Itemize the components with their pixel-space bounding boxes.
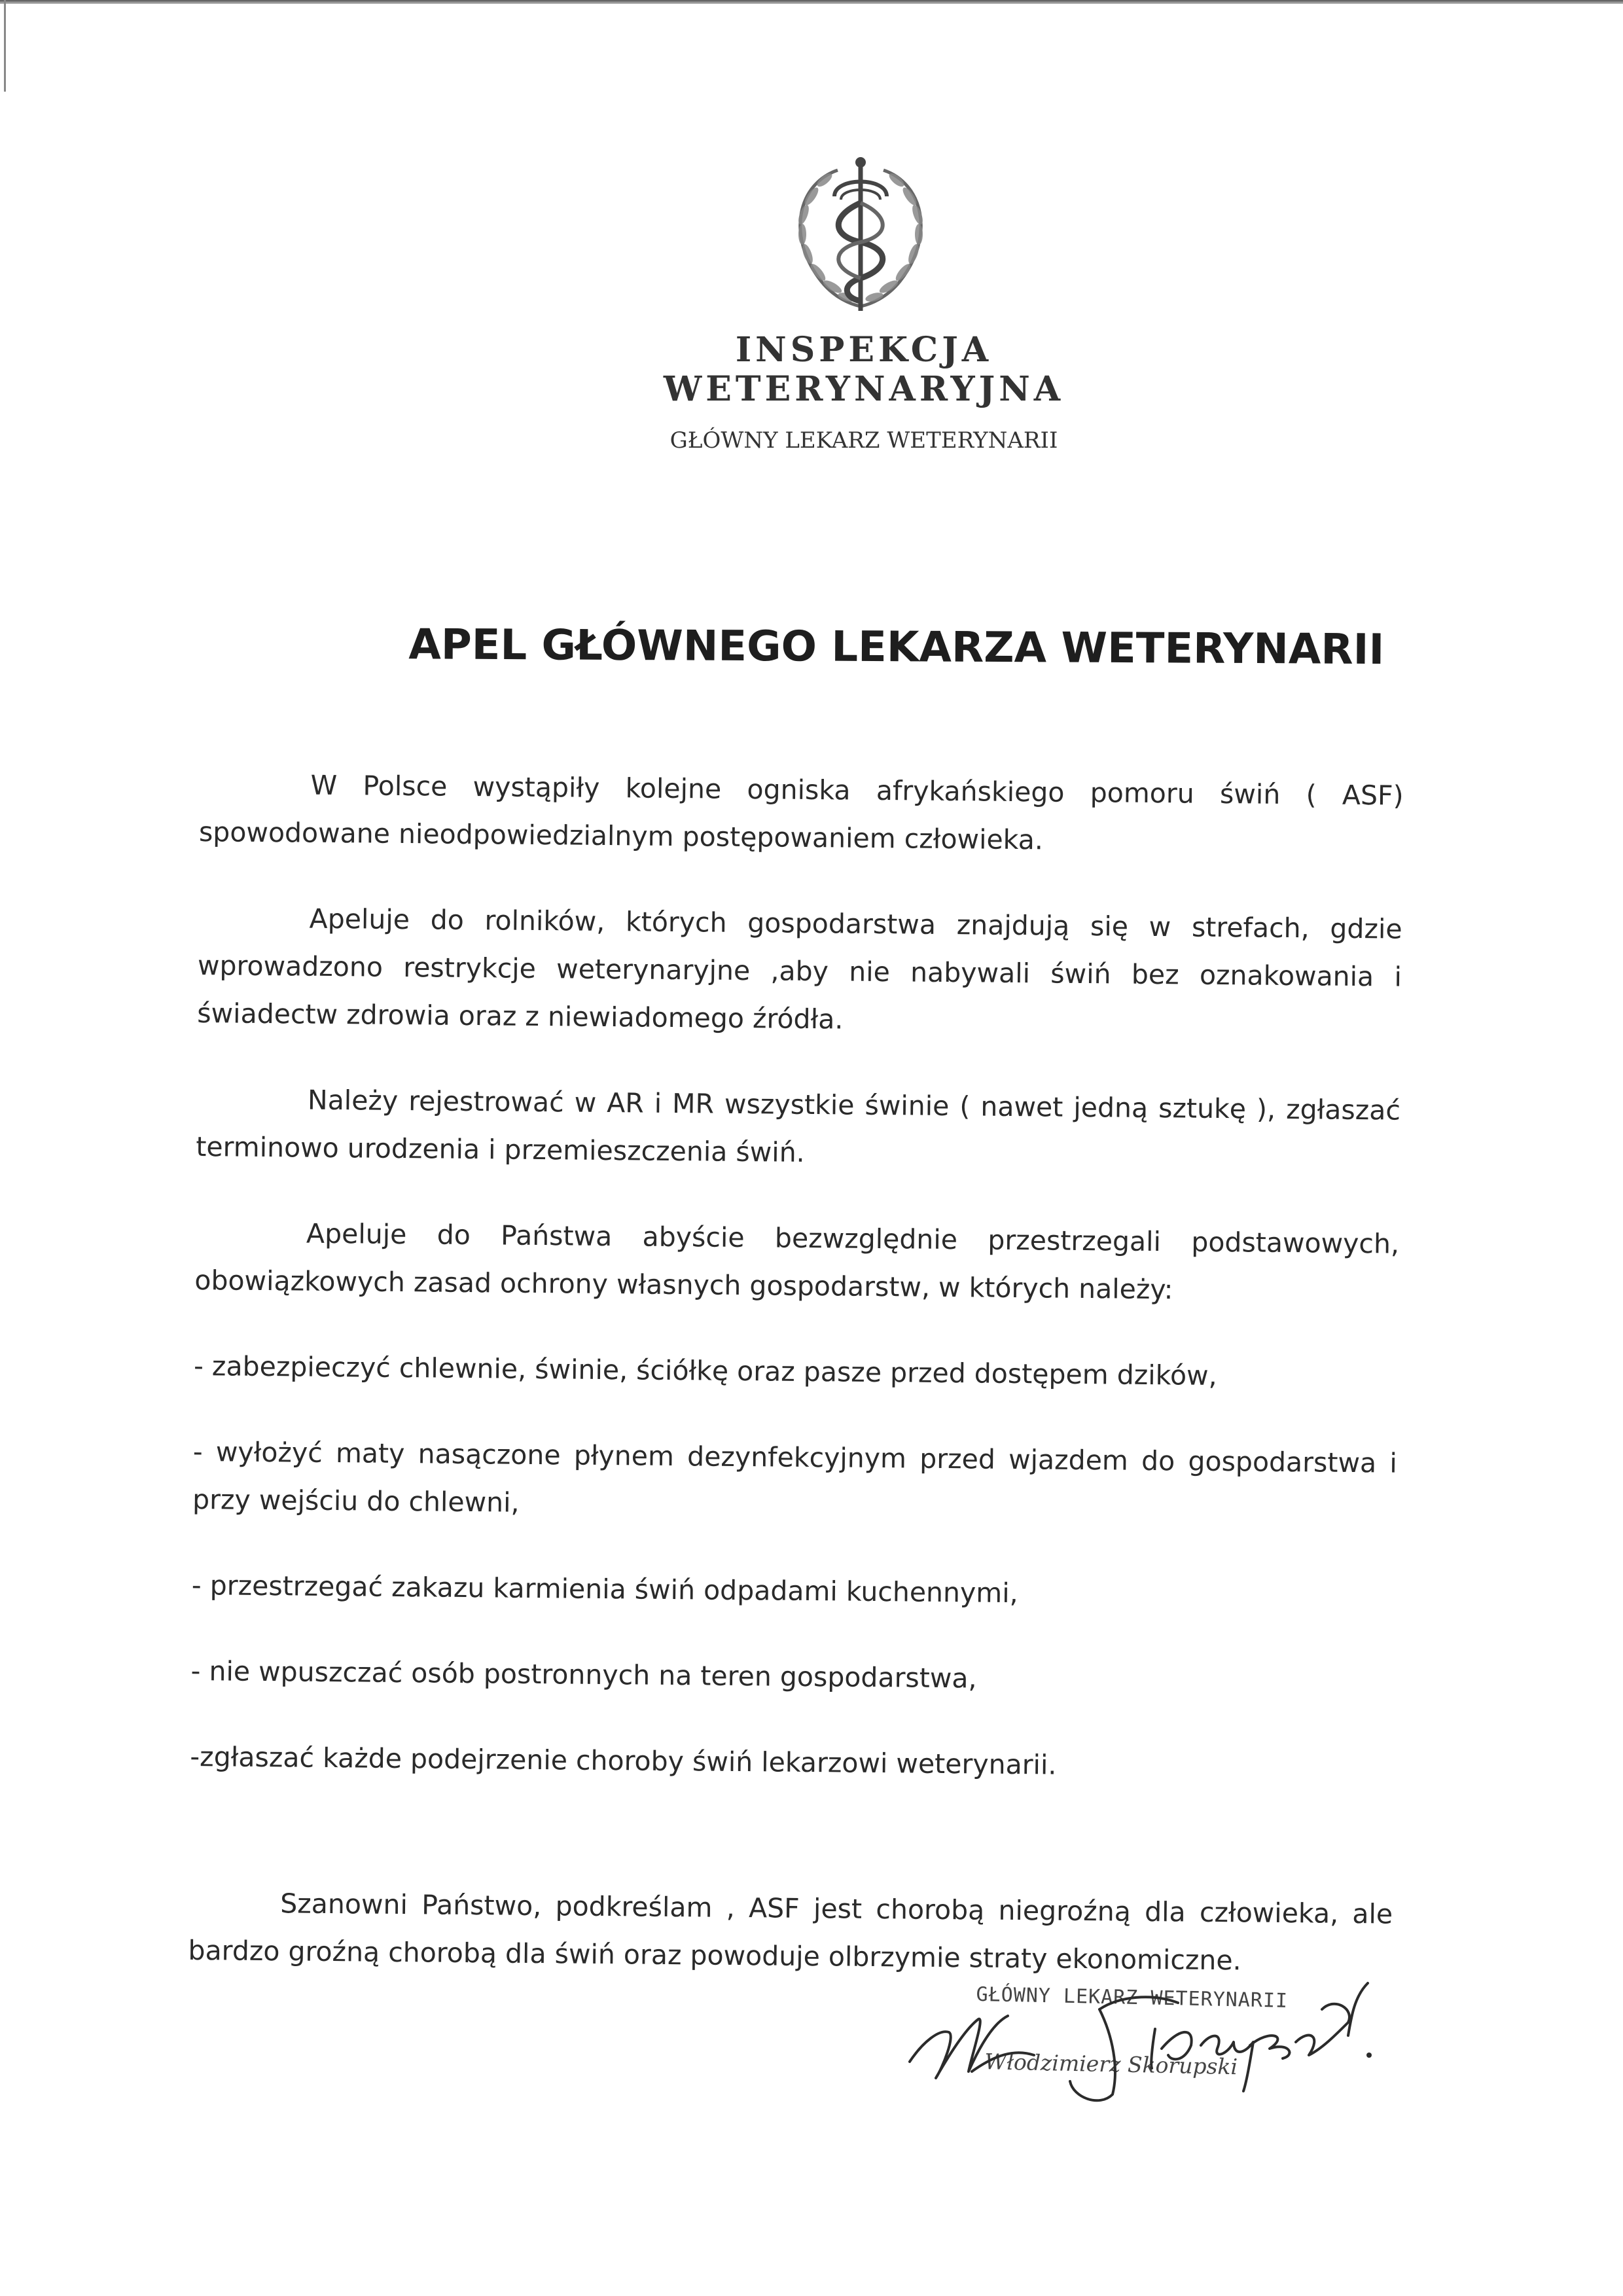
paragraph: Należy rejestrować w AR i MR wszystkie świnie ( nawet jedną sztukę ), zgłaszać terminowo urodzenia i przemieszczenia świń. — [196, 1084, 1401, 1168]
paragraph: Apeluje do rolników, których gospodarstwa znajdują się w strefach, gdzie wprowadzono restrykcje weterynaryjne ,aby nie nabywali świń bez oznakowania i świadectw zdrowia oraz z niewiadomego źródła. — [197, 903, 1402, 1035]
stamp-title: GŁÓWNY LEKARZ WETERYNARII — [976, 1982, 1289, 2013]
handwritten-signature — [903, 1957, 1374, 2108]
org-name-line2: WETERYNARYJNA — [663, 369, 1065, 409]
bullet-item: - wyłożyć maty nasączone płynem dezynfekcyjnym przed wjazdem do gospodarstwa i przy wejściu do chlewni, — [192, 1435, 1398, 1518]
bullet-item: - przestrzegać zakazu karmienia świń odpadami kuchennymi, — [191, 1569, 1018, 1609]
org-name-line1: INSPEKCJA — [735, 330, 993, 370]
scan-edge-top — [0, 0, 1623, 4]
bullet-item: - nie wpuszczać osób postronnych na teren gospodarstwa, — [190, 1655, 977, 1695]
closing-paragraph: Szanowni Państwo, podkreślam , ASF jest chorobą niegroźną dla człowieka, ale bardzo groźną chorobą dla świń oraz powoduje olbrzymie straty ekonomiczne. — [188, 1888, 1393, 1977]
paragraph: Apeluje do Państwa abyście bezwzględnie przestrzegali podstawowych, obowiązkowych zasad ochrony własnych gospodarstw, w których należy: — [194, 1217, 1400, 1306]
paragraph: W Polsce wystąpiły kolejne ogniska afrykańskiego pomoru świń ( ASF) spowodowane nieodpowiedzialnym postępowaniem człowieka. — [198, 769, 1404, 856]
bullet-item: - zabezpieczyć chlewnie, świnie, ściółkę oraz pasze przed dostępem dzików, — [193, 1350, 1217, 1391]
document-title: APEL GŁÓWNEGO LEKARZA WETERYNARII — [408, 620, 1385, 675]
letterhead — [0, 331, 1623, 454]
bullet-item: -zgłaszać każde podejrzenie choroby świń lekarzowi weterynarii. — [190, 1740, 1057, 1781]
scan-edge-left — [4, 0, 6, 92]
org-subtitle: GŁÓWNY LEKARZ WETERYNARII — [669, 427, 1058, 454]
caduceus-laurel-emblem-icon — [759, 151, 962, 321]
document-body — [188, 761, 1404, 2024]
stamp-name: Włodzimierz Skorupski — [984, 2049, 1238, 2080]
